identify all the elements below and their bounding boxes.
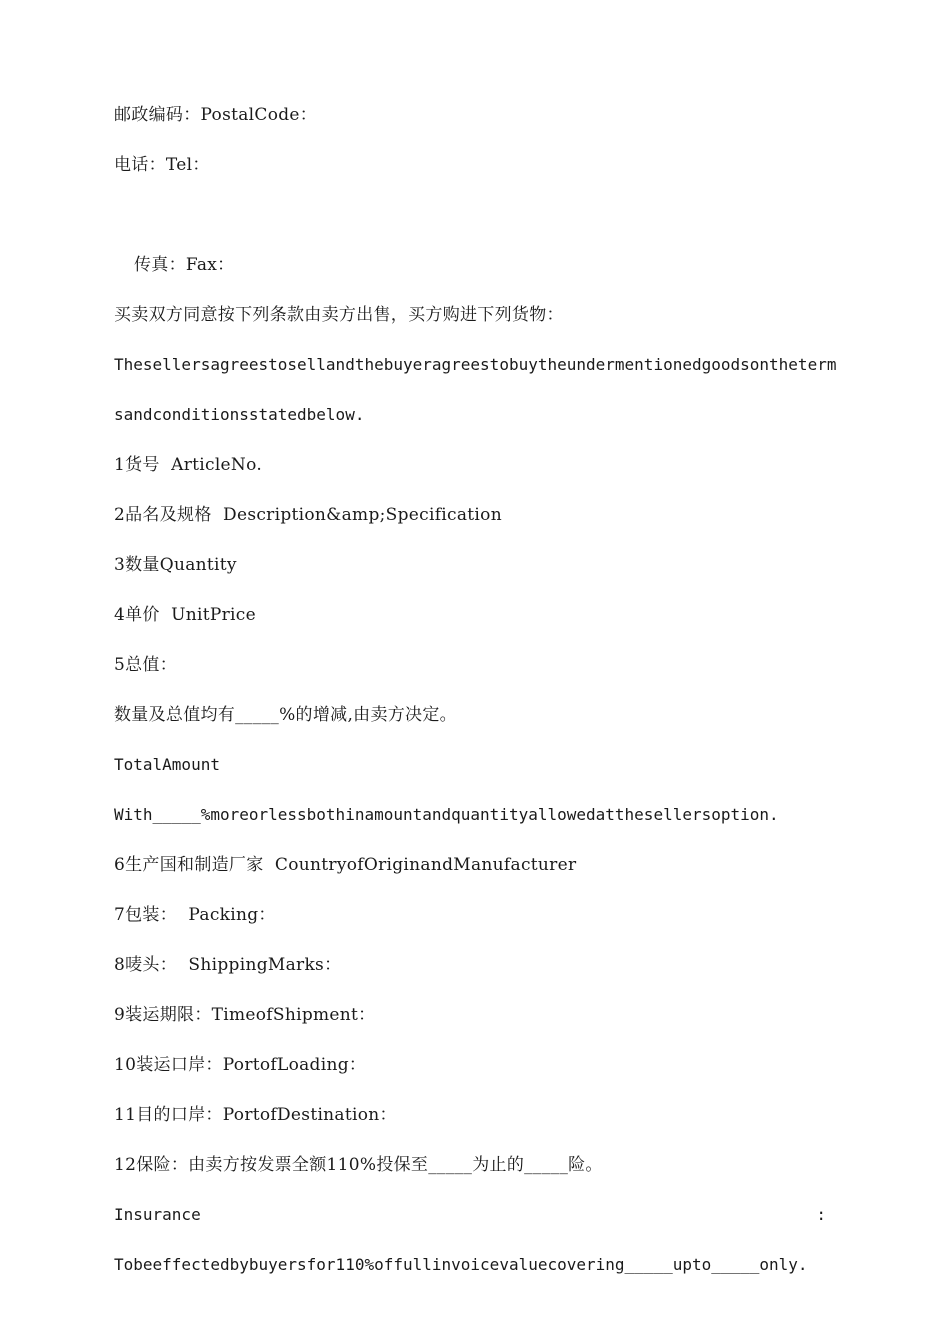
item-port-of-loading: 10装运口岸：PortofLoading： <box>114 1055 367 1075</box>
tel-line: 电话：Tel： <box>114 155 210 175</box>
tolerance-en-line: With_____%moreorlessbothinamountandquantityallowedatthesellersoption. <box>114 805 779 824</box>
item-total-value: 5总值： <box>114 655 178 675</box>
insurance-colon: : <box>816 1205 826 1224</box>
item-time-of-shipment: 9装运期限：TimeofShipment： <box>114 1005 376 1025</box>
insurance-label: Insurance <box>114 1205 201 1224</box>
item-shipping-marks: 8唛头： ShippingMarks： <box>114 955 342 975</box>
item-country-of-origin: 6生产国和制造厂家 CountryofOriginandManufacturer <box>114 855 577 875</box>
tolerance-cn-line: 数量及总值均有_____%的增减,由卖方决定。 <box>114 705 457 725</box>
item-quantity: 3数量Quantity <box>114 555 237 575</box>
item-port-of-destination: 11目的口岸：PortofDestination： <box>114 1105 397 1125</box>
item-insurance-cn: 12保险：由卖方按发票全额110%投保至_____为止的_____险。 <box>114 1155 603 1175</box>
item-article-no: 1货号 ArticleNo. <box>114 455 263 475</box>
item-description: 2品名及规格 Description&amp;Specification <box>114 505 502 525</box>
item-packing: 7包装： Packing： <box>114 905 276 925</box>
agreement-cn-line: 买卖双方同意按下列条款由卖方出售，买方购进下列货物： <box>114 305 564 325</box>
agreement-en-line-2: sandconditionsstatedbelow. <box>114 405 365 424</box>
insurance-en-label-line <box>114 1204 826 1226</box>
item-unit-price: 4单价 UnitPrice <box>114 605 256 625</box>
agreement-en-line-1: Thesellersagreestosellandthebuyeragreestobuytheundermentionedgoodsontheterm <box>114 355 837 374</box>
postal-code-line: 邮政编码：PostalCode： <box>114 105 318 125</box>
total-amount-label: TotalAmount <box>114 755 220 774</box>
fax-line: 传真：Fax： <box>134 255 235 275</box>
insurance-en-line: Tobeeffectedbybuyersfor110%offullinvoicevaluecovering_____upto_____only. <box>114 1255 808 1274</box>
